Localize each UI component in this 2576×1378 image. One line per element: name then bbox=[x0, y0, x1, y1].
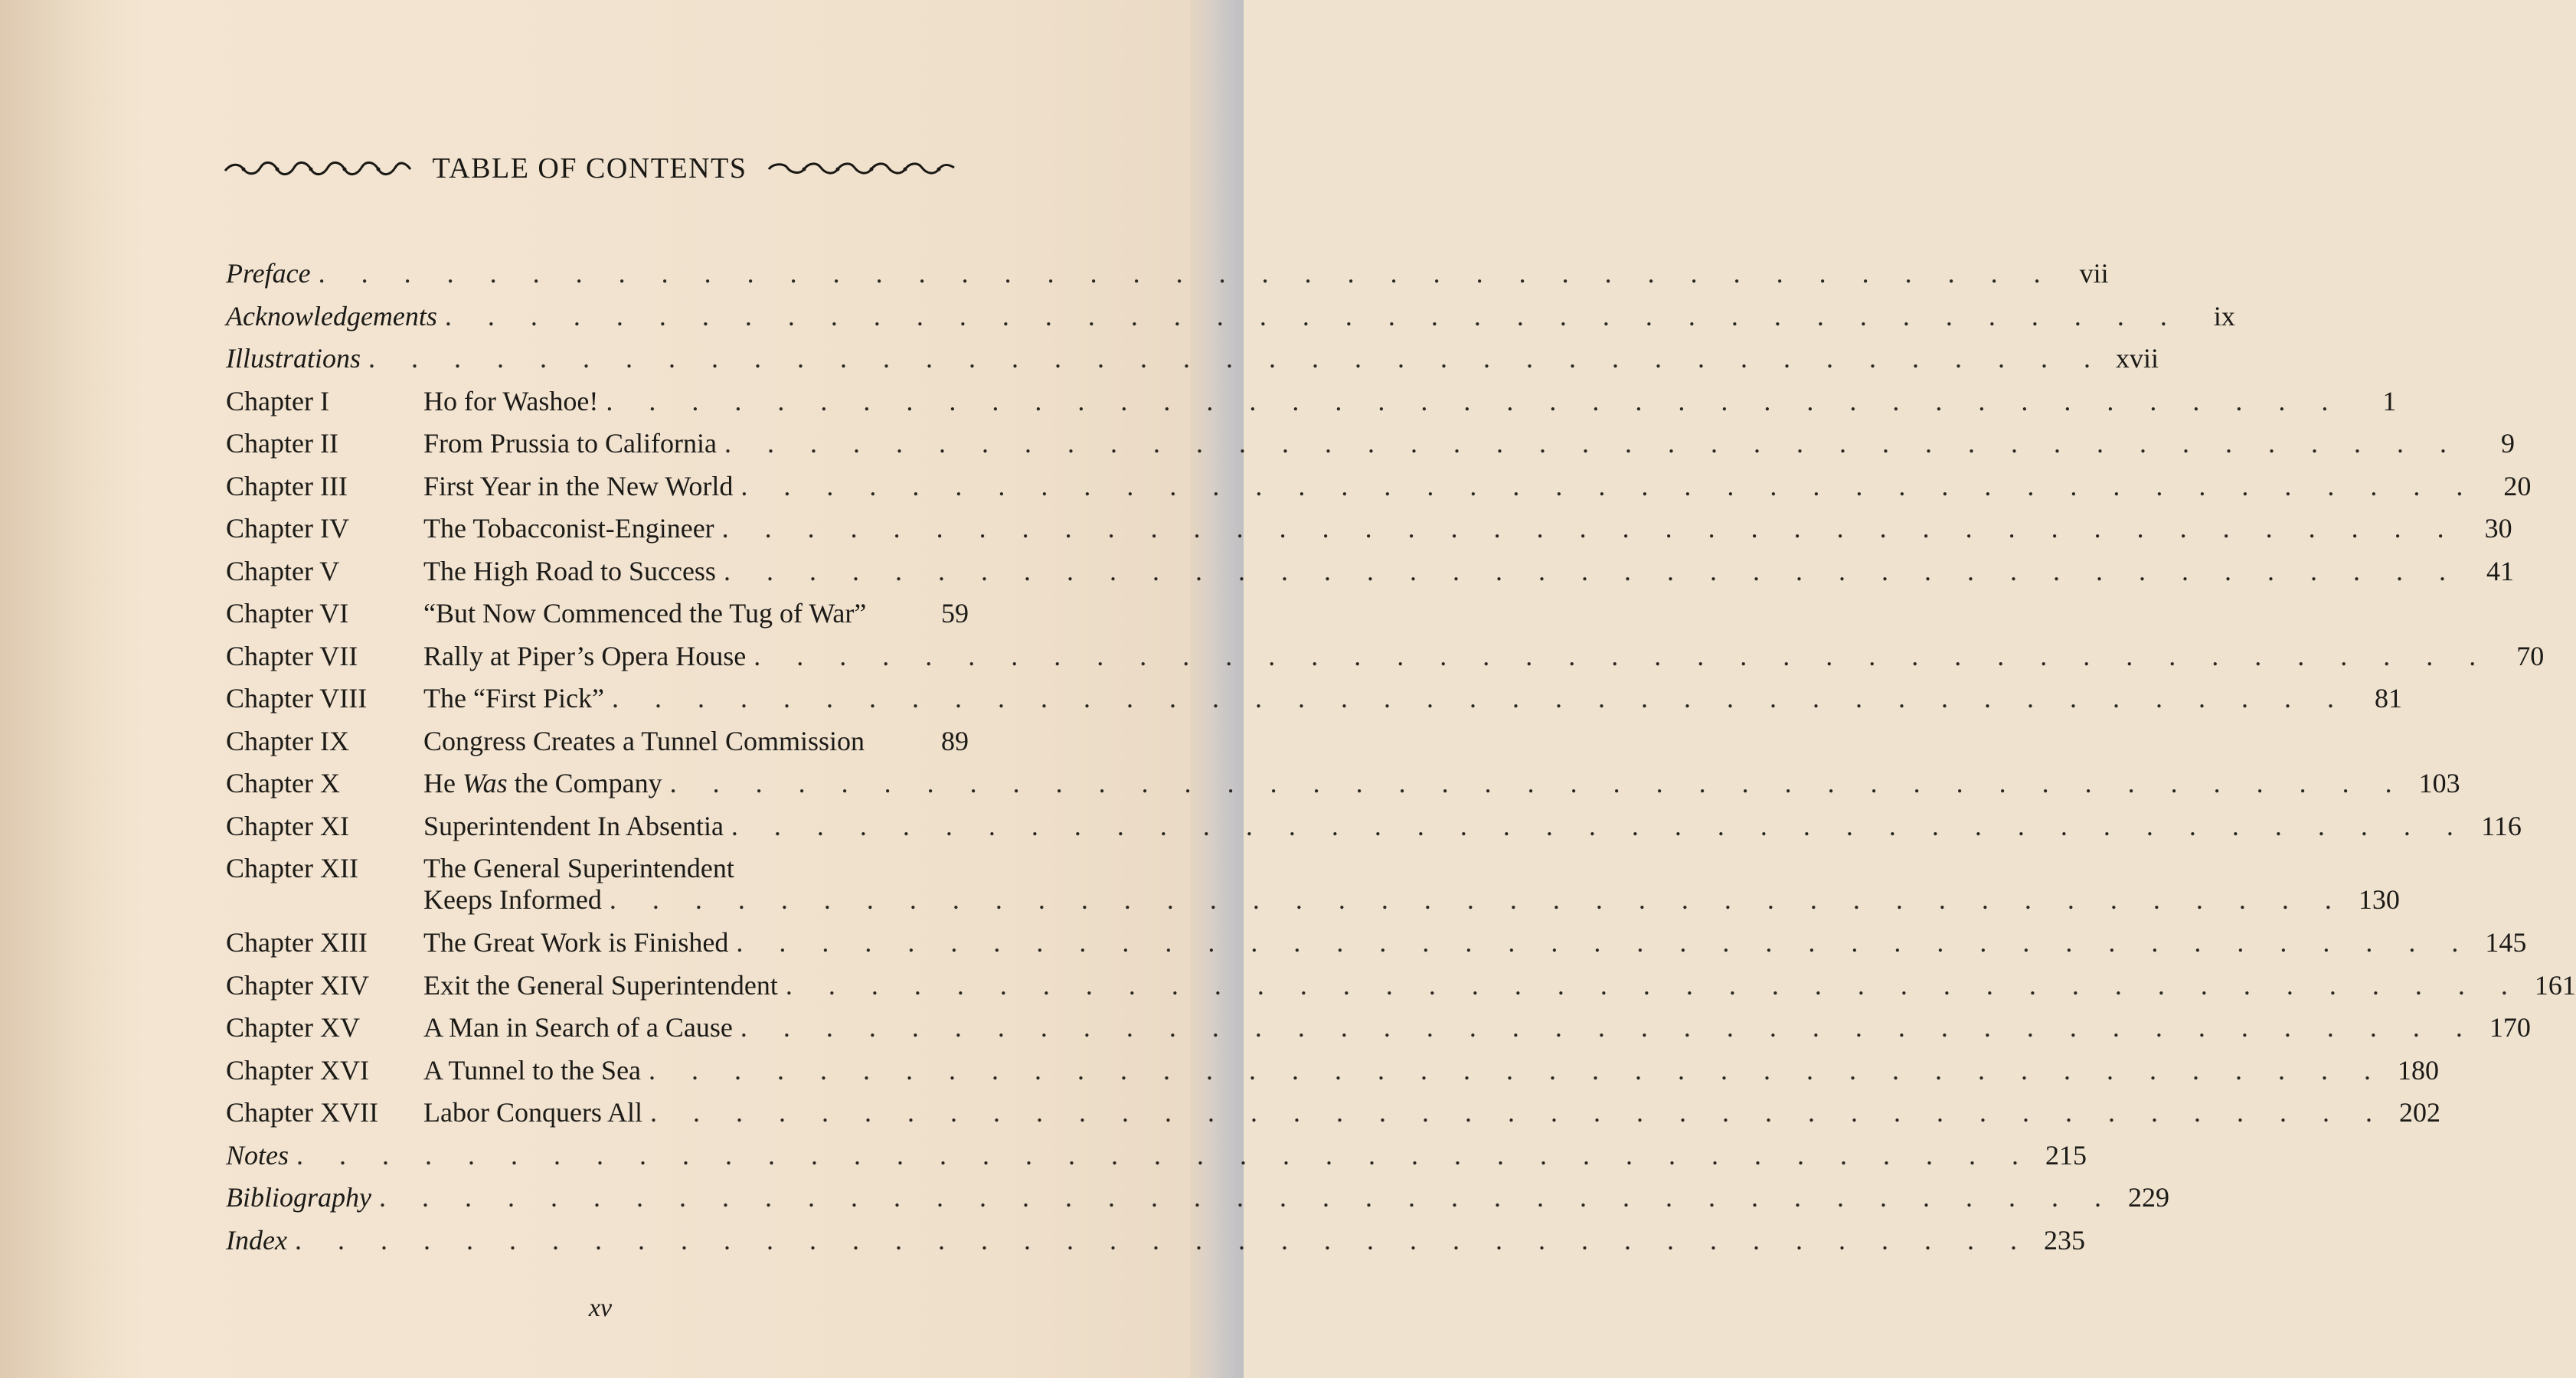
chapter-label: Chapter IV bbox=[226, 513, 349, 544]
dot-leader: . . . . . . . . . . . . . . . . . . . . . . . . . . . . . . . . . . . . . . . . . bbox=[444, 300, 2182, 331]
chapter-title-line2-row bbox=[423, 883, 2400, 916]
chapter-label: Chapter V bbox=[226, 555, 340, 586]
toc-entry-chapter-10 bbox=[226, 762, 2460, 805]
toc-entry-notes bbox=[226, 1135, 2087, 1177]
chapter-title-line1: The General Superintendent bbox=[423, 853, 734, 883]
chapter-label: Chapter IX bbox=[226, 725, 349, 756]
page-number: 235 bbox=[2043, 1224, 2085, 1256]
chapter-label: Chapter II bbox=[226, 428, 338, 459]
entry-label: Acknowledgements bbox=[226, 300, 437, 331]
chapter-label: Chapter VI bbox=[226, 598, 349, 629]
chapter-label: Chapter III bbox=[226, 470, 348, 501]
page-title: TABLE OF CONTENTS bbox=[432, 152, 747, 184]
chapter-title: First Year in the New World bbox=[423, 470, 734, 501]
toc-entry-chapter-8 bbox=[226, 678, 2402, 720]
dot-leader: . . . . . . . . . . . . . . . . . . . . . . . . . . . . . . . . . . . . . . . . . bbox=[723, 555, 2460, 586]
page-number: 180 bbox=[2398, 1054, 2440, 1086]
entry-label: Bibliography bbox=[226, 1182, 371, 1213]
toc-entry-acknowledgements bbox=[226, 296, 2235, 338]
chapter-label: Chapter XVII bbox=[226, 1097, 378, 1128]
dot-leader: . . . . . . . . . . . . . . . . . . . . . . . . . . . . . . . . . . . . . . . . . bbox=[296, 1139, 2034, 1171]
dot-leader: . . . . . . . . . . . . . . . . . . . . . . . . . . . . . . . . . . . . . . . . . bbox=[294, 1224, 2032, 1256]
chapter-label: Chapter XIV bbox=[226, 969, 369, 1001]
page-folio: xv bbox=[588, 1294, 613, 1322]
dot-leader: . . . . . . . . . . . . . . . . . . . . . . . . . . . . . . . . . . . . . . . . . bbox=[740, 470, 2478, 501]
chapter-label: Chapter XI bbox=[226, 810, 349, 841]
toc-entry-index bbox=[226, 1220, 2085, 1262]
page-number: 41 bbox=[2486, 555, 2514, 586]
chapter-title: A Man in Search of a Cause bbox=[423, 1012, 733, 1043]
page-number: 1 bbox=[2382, 385, 2397, 416]
dot-leader: . . . . . . . . . . . . . . . . . . . . . . . . . . . . . . . . . . . . . . . . . bbox=[649, 1054, 2386, 1086]
page-number: 145 bbox=[2485, 927, 2527, 958]
chapter-title: From Prussia to California bbox=[423, 428, 717, 459]
chapter-title: Superintendent In Absentia bbox=[423, 810, 724, 841]
toc-entry-chapter-17 bbox=[226, 1092, 2440, 1135]
toc-entry-chapter-12 bbox=[226, 847, 2400, 922]
entry-label: Index bbox=[226, 1224, 287, 1256]
dot-leader: . . . . . . . . . . . . . . . . . . . . . . . . . . . . . . . . . . . . . . . . . bbox=[724, 428, 2461, 459]
entry-label: Illustrations bbox=[226, 343, 361, 374]
page-number: 202 bbox=[2398, 1097, 2440, 1128]
scroll-ornament-icon bbox=[766, 158, 957, 178]
entry-label: Notes bbox=[226, 1139, 289, 1171]
toc-entry-bibliography bbox=[226, 1177, 2169, 1220]
chapter-label: Chapter VII bbox=[226, 640, 358, 671]
page-number: 229 bbox=[2127, 1182, 2169, 1213]
table-of-contents bbox=[226, 253, 2576, 1262]
dot-leader: . . . . . . . . . . . . . . . . . . . . . . . . . . . . . . . . . . . . . . . . . bbox=[731, 810, 2468, 841]
page-header bbox=[222, 149, 957, 188]
toc-entry-chapter-3 bbox=[226, 465, 2532, 508]
chapter-title bbox=[423, 762, 662, 805]
chapter-title: Congress Creates a Tunnel Commission bbox=[423, 725, 865, 756]
dot-leader: . . . . . . . . . . . . . . . . . . . . . . . . . . . . . . . . . . . . . . . . . bbox=[318, 258, 2055, 289]
chapter-title: Exit the General Superintendent bbox=[423, 969, 778, 1001]
chapter-label: Chapter XVI bbox=[226, 1054, 369, 1086]
chapter-title-block bbox=[423, 853, 2400, 916]
page-number: 161 bbox=[2534, 969, 2576, 1001]
scroll-ornament-icon bbox=[222, 158, 414, 178]
page-number: ix bbox=[2213, 300, 2235, 331]
dot-leader: . . . . . . . . . . . . . . . . . . . . . . . . . . . . . . . . . . . . . . . . . bbox=[669, 768, 2407, 798]
page-number: 170 bbox=[2489, 1012, 2531, 1043]
page-number: 116 bbox=[2481, 810, 2522, 841]
dot-leader: . . . . . . . . . . . . . . . . . . . . . . . . . . . . . . . . . . . . . . . . . bbox=[368, 343, 2106, 374]
toc-entry-chapter-4 bbox=[226, 508, 2512, 550]
dot-leader: . . . . . . . . . . . . . . . . . . . . . . . . . . . . . . . . . . . . . . . . . bbox=[754, 640, 2491, 671]
page-number: 103 bbox=[2418, 768, 2460, 798]
chapter-label: Chapter XIII bbox=[226, 927, 368, 958]
title-part: He bbox=[423, 768, 463, 798]
toc-entry-chapter-14 bbox=[226, 965, 2576, 1007]
dot-leader: . . . . . . . . . . . . . . . . . . . . . . . . . . . . . . . . . . . . . . . . . bbox=[649, 1097, 2387, 1128]
chapter-title: Rally at Piper’s Opera House bbox=[423, 640, 747, 671]
toc-entry-chapter-13 bbox=[226, 922, 2527, 965]
toc-entry-chapter-1 bbox=[226, 380, 2397, 423]
page-number: xvii bbox=[2116, 343, 2159, 374]
chapter-label: Chapter X bbox=[226, 768, 340, 798]
dot-leader: . . . . . . . . . . . . . . . . . . . . . . . . . . . . . . . . . . . . . . . . . bbox=[609, 884, 2346, 915]
dot-leader: . . . . . . . . . . . . . . . . . . . . . . . . . . . . . . . . . . . . . . . . . bbox=[611, 683, 2349, 713]
chapter-label: Chapter XII bbox=[226, 853, 358, 883]
dot-leader: . . . . . . . . . . . . . . . . . . . . . . . . . . . . . . . . . . . . . . . . . bbox=[721, 513, 2459, 544]
toc-entry-illustrations bbox=[226, 338, 2159, 380]
toc-entry-chapter-5 bbox=[226, 550, 2514, 593]
chapter-title: The “First Pick” bbox=[423, 683, 604, 713]
chapter-title: “But Now Commenced the Tug of War” bbox=[423, 598, 867, 629]
chapter-label: Chapter VIII bbox=[226, 683, 368, 713]
chapter-title: The Great Work is Finished bbox=[423, 927, 729, 958]
chapter-title: A Tunnel to the Sea bbox=[423, 1054, 642, 1086]
toc-entry-chapter-9 bbox=[226, 720, 969, 763]
dot-leader: . . . . . . . . . . . . . . . . . . . . . . . . . . . . . . . . . . . . . . . . . bbox=[606, 385, 2343, 416]
chapter-title: The High Road to Success bbox=[423, 555, 716, 586]
chapter-title: Ho for Washoe! bbox=[423, 385, 599, 416]
toc-entry-preface bbox=[226, 253, 2109, 296]
page-number: 70 bbox=[2516, 640, 2545, 671]
toc-entry-chapter-2 bbox=[226, 423, 2515, 465]
dot-leader: . . . . . . . . . . . . . . . . . . . . . . . . . . . . . . . . . . . . . . . . . bbox=[740, 1012, 2477, 1043]
chapter-title: Labor Conquers All bbox=[423, 1097, 642, 1128]
page-number: 59 bbox=[941, 598, 969, 629]
toc-entry-chapter-11 bbox=[226, 805, 2522, 848]
page-number: 130 bbox=[2358, 884, 2400, 915]
toc-entry-chapter-16 bbox=[226, 1050, 2440, 1092]
chapter-label: Chapter XV bbox=[226, 1012, 360, 1043]
dot-leader: . . . . . . . . . . . . . . . . . . . . . . . . . . . . . . . . . . . . . . . . . bbox=[785, 969, 2522, 1001]
page-number: 81 bbox=[2374, 683, 2402, 713]
chapter-title: The Tobacconist-Engineer bbox=[423, 513, 714, 544]
chapter-title-line2: Keeps Informed bbox=[423, 884, 602, 915]
page-number: 215 bbox=[2045, 1139, 2087, 1171]
title-emphasis: Was bbox=[462, 768, 508, 798]
toc-entry-chapter-6 bbox=[226, 593, 969, 635]
chapter-label: Chapter I bbox=[226, 385, 329, 416]
toc-entry-chapter-15 bbox=[226, 1007, 2531, 1050]
page-number: vii bbox=[2079, 258, 2109, 289]
dot-leader: . . . . . . . . . . . . . . . . . . . . . . . . . . . . . . . . . . . . . . . . . bbox=[378, 1182, 2116, 1213]
page-number: 30 bbox=[2484, 513, 2512, 544]
toc-entry-chapter-7 bbox=[226, 635, 2545, 678]
page-number: 89 bbox=[941, 725, 969, 756]
page-number: 9 bbox=[2500, 428, 2515, 459]
entry-label: Preface bbox=[226, 258, 311, 289]
dot-leader: . . . . . . . . . . . . . . . . . . . . . . . . . . . . . . . . . . . . . . . . . bbox=[736, 927, 2473, 958]
title-part: the Company bbox=[507, 768, 662, 798]
page-number: 20 bbox=[2503, 470, 2532, 501]
